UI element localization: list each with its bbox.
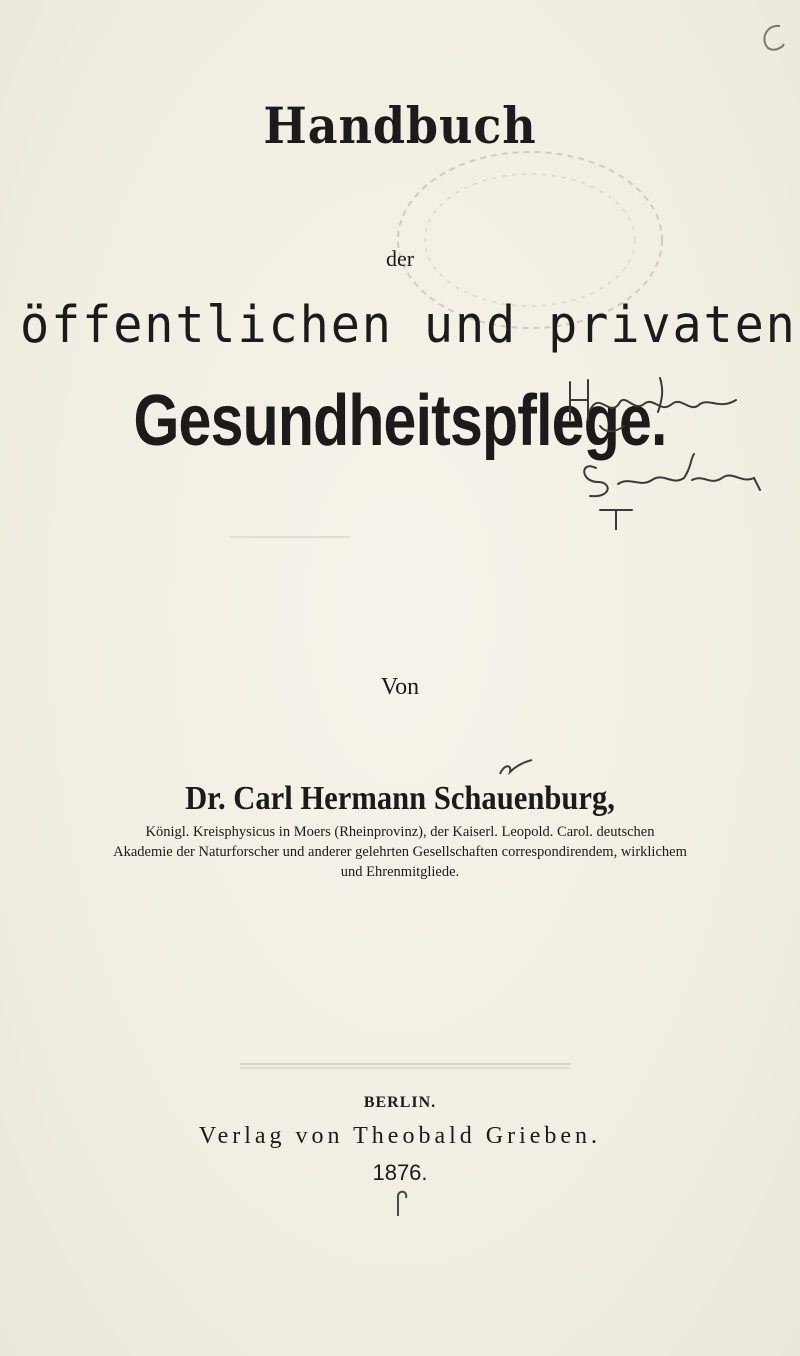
- pencil-mark-above-author: [496, 756, 536, 780]
- corner-pencil-mark: [752, 18, 792, 58]
- author-description-line-2: Akademie der Naturforscher und anderer gelehrten Gesellschaften correspondirendem, wirklichem: [113, 844, 687, 860]
- title-gesundheitspflege: Gesundheitspflege.: [133, 381, 667, 461]
- imprint-publisher: Verlag von Theobald Grieben.: [198, 1123, 602, 1149]
- title-oeffentlichen: öffentlichen und privaten: [20, 296, 797, 355]
- faint-horizontal-line: [230, 535, 350, 539]
- byline-von: Von: [380, 674, 420, 700]
- title-handbuch: Handbuch: [263, 96, 537, 155]
- author-name: Dr. Carl Hermann Schauenburg,: [185, 780, 615, 817]
- imprint-rule: [240, 1062, 570, 1070]
- author-description-line-3: und Ehrenmitgliede.: [340, 864, 460, 880]
- title-der: der: [385, 246, 415, 271]
- author-description: [0, 822, 800, 882]
- imprint-year: 1876.: [372, 1160, 428, 1185]
- pencil-mark-below-year: [392, 1188, 412, 1218]
- imprint-city: BERLIN.: [363, 1094, 437, 1111]
- handwritten-annotation: [560, 370, 800, 530]
- author-description-line-1: Königl. Kreisphysicus in Moers (Rheinprovinz), der Kaiserl. Leopold. Carol. deutschen: [145, 824, 655, 840]
